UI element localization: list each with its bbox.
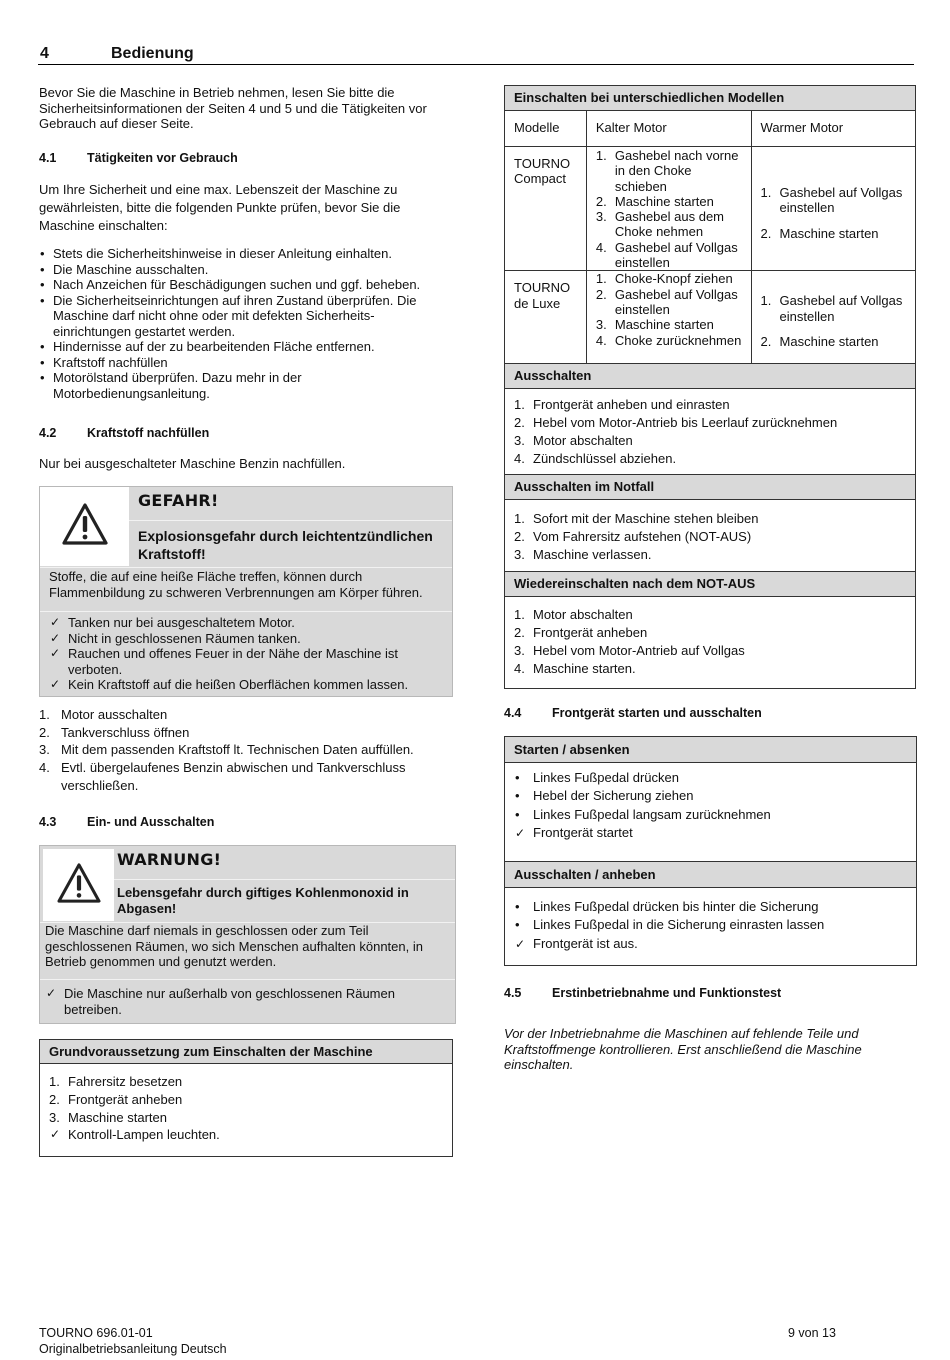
warning-triangle-icon <box>62 503 108 545</box>
list-item: 2. Maschine starten <box>760 225 879 241</box>
list-item: 2. Maschine starten <box>595 193 714 209</box>
table-title: Einschalten bei unterschiedlichen Modellen <box>505 86 916 111</box>
list-item: 1. Fahrersitz besetzen <box>49 1074 183 1089</box>
list-item: 4. Zündschlüssel abziehen. <box>514 451 677 467</box>
check-item: ✓ Nicht in geschlossenen Räumen tanken. <box>49 631 439 647</box>
list-item: 3. Maschine starten <box>595 317 714 333</box>
start-lower-title: Starten / absenken <box>505 737 916 763</box>
list-item: 2. Gashebel auf Vollgas einstellen <box>595 286 738 317</box>
list-item: 4. Maschine starten. <box>514 661 636 677</box>
prerequisite-box <box>39 1039 453 1157</box>
list-item: 1. Sofort mit der Maschine stehen bleiben <box>514 511 759 527</box>
danger-checklist <box>49 615 439 693</box>
compact-cold-steps <box>586 147 751 271</box>
model-compact: TOURNO Compact <box>505 147 587 271</box>
section-4-5-heading: 4.5 Erstinbetriebnahme und Funktionstest <box>504 986 782 1000</box>
stop-raise-list <box>514 898 909 935</box>
emergency-off-steps <box>505 500 916 572</box>
column-header-model: Modelle <box>505 111 587 147</box>
check-item: ✓ Frontgerät startet <box>514 824 909 842</box>
column-header-cold: Kalter Motor <box>586 111 751 147</box>
chapter-title: Bedienung <box>111 45 194 62</box>
section-4-1-heading: 4.1 Tätigkeiten vor Gebrauch <box>39 151 238 165</box>
list-item: 2. Maschine starten <box>760 333 879 349</box>
check-item: ✓ Kein Kraftstoff auf die heißen Oberflächen kommen lassen. <box>49 677 439 693</box>
check-item: ✓ Rauchen und offenes Feuer in der Nähe der Maschine ist verboten. <box>49 646 439 677</box>
warning-text: Die Maschine darf niemals in geschlossen oder zum Teil geschlossenen Räumen, wo sich Menschen aufhalten könnten, in Betrieb genommen und genutzt werden. <box>45 923 423 969</box>
list-item: 2. Frontgerät anheben <box>514 625 648 641</box>
list-item: 4. Choke zurücknehmen <box>595 332 742 348</box>
warning-signal-word: WARNUNG! <box>117 850 222 869</box>
list-item: 3. Maschine starten <box>49 1109 167 1125</box>
section-4-5-text: Vor der Inbetriebnahme die Maschinen auf fehlende Teile und Kraftstoffmenge kontrollieren. Erst anschließend die Maschine einschalten. <box>504 1026 862 1072</box>
restart-title: Wiedereinschalten nach dem NOT-AUS <box>505 572 916 597</box>
list-item: 3. Motor abschalten <box>514 433 633 449</box>
list-item: 1. Gashebel auf Vollgas einstellen <box>760 293 903 324</box>
list-item: 1. Gashebel auf Vollgas einstellen <box>760 185 903 216</box>
list-item: 1. Motor abschalten <box>514 607 633 623</box>
check-item: ✓ Frontgerät ist aus. <box>514 935 909 953</box>
list-item: 1. Motor ausschalten <box>39 707 168 722</box>
list-item: 2. Tankverschluss öffnen <box>39 724 190 740</box>
list-item: 1. Choke-Knopf ziehen <box>595 271 733 287</box>
list-item: • Hebel der Sicherung ziehen <box>514 787 909 805</box>
list-item: 2. Hebel vom Motor-Antrieb bis Leerlauf zurücknehmen <box>514 415 838 431</box>
prerequisite-title: Grundvoraussetzung zum Einschalten der Maschine <box>40 1040 452 1064</box>
list-item: • Nach Anzeichen für Beschädigungen suchen und ggf. beheben. <box>39 277 449 293</box>
list-item: • Kraftstoff nachfüllen <box>39 355 449 371</box>
list-item: 2. Vom Fahrersitz aufstehen (NOT-AUS) <box>514 529 752 545</box>
footer-document-id: TOURNO 696.01-01 <box>39 1326 153 1340</box>
list-item: • Stets die Sicherheitshinweise in dieser Anleitung einhalten. <box>39 246 449 262</box>
list-item: • Motorölstand überprüfen. Dazu mehr in der Motorbedienungsanleitung. <box>39 370 449 401</box>
footer-document-type: Originalbetriebsanleitung Deutsch <box>39 1342 227 1356</box>
section-4-3-heading: 4.3 Ein- und Ausschalten <box>39 815 215 829</box>
warning-box <box>39 845 456 1024</box>
compact-warm-steps <box>751 147 915 271</box>
list-item: 3. Hebel vom Motor-Antrieb auf Vollgas <box>514 643 745 659</box>
list-item: 4. Gashebel auf Vollgas einstellen <box>595 239 738 271</box>
warning-icon-cell <box>43 849 114 921</box>
switch-on-models-table <box>504 85 916 689</box>
section-4-2-text: Nur bei ausgeschalteter Maschine Benzin nachfüllen. <box>39 456 346 471</box>
danger-box <box>39 486 453 697</box>
list-item: • Hindernisse auf der zu bearbeitenden Fläche entfernen. <box>39 339 449 355</box>
list-item: • Linkes Fußpedal in die Sicherung einrasten lassen <box>514 916 909 934</box>
front-device-box <box>504 736 917 966</box>
warning-subtitle: Lebensgefahr durch giftiges Kohlenmonoxid in Abgasen! <box>117 885 409 916</box>
list-item: • Die Sicherheitseinrichtungen auf ihren Zustand überprüfen. Die Maschine darf nicht ohne oder mit defekten Sicherheits-einrichtungen gestartet werden. <box>39 293 449 340</box>
list-item: 3. Mit dem passenden Kraftstoff lt. Technischen Daten auffüllen. <box>39 742 414 758</box>
model-deluxe: TOURNO de Luxe <box>505 271 587 364</box>
deluxe-warm-steps <box>751 271 915 364</box>
column-header-warm: Warmer Motor <box>751 111 915 147</box>
list-item: 1. Gashebel nach vorne in den Choke schieben <box>595 148 739 194</box>
danger-subtitle: Explosionsgefahr durch leichtentzündlichen Kraftstoff! <box>138 528 433 562</box>
warning-triangle-icon <box>57 863 101 903</box>
refuel-steps <box>39 706 444 795</box>
restart-steps <box>505 597 916 689</box>
check-item: ✓ Tanken nur bei ausgeschaltetem Motor. <box>49 615 439 631</box>
chapter-number: 4 <box>40 45 49 62</box>
stop-raise-title: Ausschalten / anheben <box>505 861 916 888</box>
switch-off-title: Ausschalten <box>505 364 916 389</box>
deluxe-cold-steps <box>586 271 751 364</box>
emergency-off-title: Ausschalten im Notfall <box>505 475 916 500</box>
section-4-1-text: Um Ihre Sicherheit und eine max. Lebenszeit der Maschine zu gewährleisten, bitte die folgenden Punkte prüfen, bevor Sie die Maschine einschalten: <box>39 182 401 233</box>
section-4-4-heading: 4.4 Frontgerät starten und ausschalten <box>504 706 762 720</box>
prerequisite-steps <box>49 1073 452 1126</box>
switch-off-steps <box>505 389 916 475</box>
danger-signal-word: GEFAHR! <box>138 491 219 510</box>
intro-text: Bevor Sie die Maschine in Betrieb nehmen, lesen Sie bitte die Sicherheitsinformationen der Seiten 4 und 5 und die Tätigkeiten vor Gebrauch auf dieser Seite. <box>39 85 427 131</box>
footer-page-number: 9 von 13 <box>788 1326 836 1340</box>
page-header <box>38 44 914 65</box>
list-item: 3. Maschine verlassen. <box>514 547 652 563</box>
warning-check-item: ✓ Die Maschine nur außerhalb von geschlossenen Räumen betreiben. <box>45 986 444 1017</box>
list-item: 1. Frontgerät anheben und einrasten <box>514 397 730 413</box>
list-item: • Die Maschine ausschalten. <box>39 262 449 278</box>
check-item: ✓ Kontroll-Lampen leuchten. <box>49 1126 452 1144</box>
list-item: 3. Gashebel aus dem Choke nehmen <box>595 209 724 240</box>
list-item: • Linkes Fußpedal langsam zurücknehmen <box>514 806 909 824</box>
start-lower-list <box>514 769 909 824</box>
list-item: • Linkes Fußpedal drücken bis hinter die Sicherung <box>514 898 909 916</box>
section-4-2-heading: 4.2 Kraftstoff nachfüllen <box>39 426 210 440</box>
list-item: • Linkes Fußpedal drücken <box>514 769 909 787</box>
danger-icon-cell <box>40 487 129 566</box>
danger-text: Stoffe, die auf eine heiße Fläche treffen, können durch Flammenbildung zu schweren Verbrennungen am Körper führen. <box>49 569 423 600</box>
list-item: 4. Evtl. übergelaufenes Benzin abwischen und Tankverschluss verschließen. <box>39 760 406 793</box>
list-item: 2. Frontgerät anheben <box>49 1091 183 1107</box>
checklist-before-use <box>39 246 449 401</box>
